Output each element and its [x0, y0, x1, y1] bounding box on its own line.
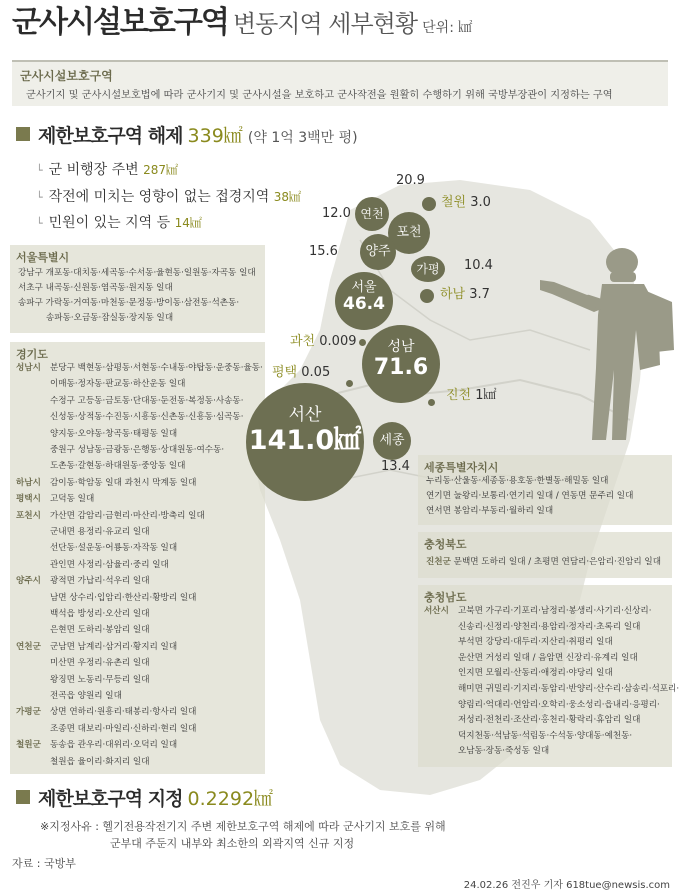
card-row [424, 732, 632, 741]
square-bullet-icon [16, 127, 30, 141]
release-paren: (약 1억 3백만 평) [247, 130, 358, 146]
row-text: 오남동·장동·죽성동 일대 [458, 746, 550, 757]
card-row: 송파동·오금동·잠실동·장지동 일대 [46, 313, 174, 323]
row-text: 신송리·신정리·양천리·용암리·정자리·초록리 일대 [458, 621, 641, 632]
square-bullet-icon [16, 790, 30, 804]
row-text: 수정구 고등동·금토동·단대동·둔전동·복정동·사송동· [50, 395, 244, 406]
row-region: 철원군 [16, 740, 41, 751]
card-row [424, 623, 640, 632]
card-row [16, 544, 177, 553]
release-heading [16, 127, 358, 146]
card-title: 충청남도 [424, 591, 467, 604]
card-row [424, 669, 613, 678]
card-row [16, 741, 177, 750]
row-text: 양림리·억대리·언암리·오학리·웅소성리·읍내리·응평리· [458, 699, 660, 710]
row-text: 도촌동·갈현동·하대원동·중앙동 일대 [50, 461, 186, 472]
card-row [16, 676, 150, 685]
row-text: 고덕동 일대 [50, 494, 95, 505]
row-text: 선단동·설운동·어룡동·자작동 일대 [50, 543, 178, 554]
row-text: 이매동·정자동·판교동·하산운동 일대 [50, 379, 186, 390]
row-text: 고북면 가구리·기포리·남정리·봉생리·사기리·신상리· [458, 606, 652, 616]
release-item: └ 작전에 미치는 영향이 없는 접경지역 38㎢ [36, 189, 302, 205]
card-row [16, 643, 177, 652]
title-main: 군사시설보호구역 [12, 5, 228, 40]
row-text: 광적면 가납리·석우리 일대 [50, 576, 150, 587]
definition-body: 군사기지 및 군사시설보호법에 따라 군사기지 및 군사시설을 보호하고 군사작전을 원활히 수행하기 위해 국방부장관이 지정하는 구역 [26, 90, 613, 101]
card-row [16, 380, 185, 389]
card-row [424, 638, 613, 647]
bubble-hanam [420, 289, 434, 303]
row-text: 군남면 남계리·삼거리·황지리 일대 [50, 641, 178, 652]
card-row [16, 610, 150, 619]
seoul-card [10, 245, 265, 333]
designation-reason-cont: 군부대 주둔지 내부와 최소한의 외곽지역 신규 지정 [110, 837, 355, 850]
card-row [16, 430, 177, 439]
bubble-seosan: 서산 141.0㎢ [246, 383, 364, 501]
row-region: 포천시 [16, 510, 41, 521]
bubble-pyeongtaek [346, 380, 353, 387]
card-title: 경기도 [16, 348, 48, 361]
card-title: 충청북도 [424, 538, 467, 551]
card-row [424, 716, 640, 725]
designation-value: 0.2292㎢ [187, 788, 274, 810]
source-label: 자료 : 국방부 [12, 857, 76, 870]
chungnam-card [418, 585, 680, 767]
row-text: 백석읍 방성리·오산리 일대 [50, 609, 150, 619]
card-row [16, 561, 169, 570]
bubble-pocheon: 포천 [388, 212, 430, 254]
row-text: 조종면 대보리·마일리·신하리·현리 일대 [50, 723, 197, 734]
card-row [16, 577, 150, 586]
row-text: 가산면 감암리·금현리·마산리·방축리 일대 [50, 510, 205, 521]
row-text: 분당구 백현동·삼평동·서현동·수내동·야탑동·운중동·율동· [50, 363, 263, 373]
bubble-yangju: 양주 [360, 234, 396, 270]
row-region: 서산시 [424, 606, 449, 616]
row-text: 군내면 용정리·유교리 일대 [50, 527, 150, 537]
sejong-card [418, 455, 672, 525]
bubble-value-gapyeong: 10.4 [464, 258, 493, 273]
card-row: 누리동·산울동·세종동·용호동·한별동·해밀동 일대 [426, 476, 609, 486]
card-title: 서울특별시 [16, 251, 70, 264]
row-text: 운산면 거성리 일대 / 음암면 신장리·유계리 일대 [458, 652, 638, 663]
unit-label: 단위: ㎢ [422, 20, 473, 36]
row-text: 상면 연하리·원흥리·태봉리·항사리 일대 [50, 707, 197, 718]
release-label: 제한보호구역 해제 [38, 125, 183, 147]
bubble-value-yeoncheon: 12.0 [322, 206, 351, 221]
chungbuk-card [418, 532, 672, 578]
card-row [16, 495, 94, 504]
row-text: 철원읍 율이리·화지리 일대 [50, 756, 150, 767]
card-row [424, 607, 651, 616]
card-row [16, 594, 196, 603]
row-text: 양지동·오야동·창곡동·태평동 일대 [50, 428, 178, 439]
bubble-seongnam: 성남 71.6 [362, 325, 440, 403]
card-row [424, 654, 638, 663]
bubble-label-gwacheon: 과천 0.009 [290, 334, 357, 349]
bubble-value-sejong: 13.4 [381, 459, 410, 474]
row-text: 중원구 성남동·금광동·은행동·상대원동·여수동· [50, 445, 225, 455]
row-text: 해미면 귀밀리·기지리·동암리·반양리·산수리·삼송리·석포리· [458, 684, 680, 694]
card-row [16, 479, 196, 488]
bubble-label-jincheon: 진천 1㎢ [446, 388, 497, 403]
card-row: 진천군 문백면 도하리 일대 / 초평면 연담리·은암리·진암리 일대 [426, 557, 662, 567]
release-item: └ 군 비행장 주변 287㎢ [36, 162, 179, 178]
card-row [16, 708, 196, 717]
row-region: 성남시 [16, 363, 41, 373]
title-sub: 변동지역 세부현황 [232, 10, 418, 38]
card-row [16, 659, 150, 668]
release-value: 339㎢ [187, 125, 243, 147]
bubble-value-pocheon: 20.9 [396, 173, 425, 188]
card-row [424, 747, 549, 756]
card-row [16, 528, 150, 537]
card-title: 세종특별자치시 [424, 461, 499, 474]
page-title [12, 5, 473, 40]
credit-label: 24.02.26 전진우 기자 618tue@newsis.com [463, 880, 670, 891]
card-row [424, 701, 660, 710]
corner-arrow-icon: └ [36, 164, 43, 177]
row-text: 전곡읍 양원리 일대 [50, 691, 122, 701]
row-region: 하남시 [16, 477, 41, 488]
card-row [16, 725, 196, 734]
designation-label: 제한보호구역 지정 [38, 788, 183, 810]
bubble-yeoncheon: 연천 [355, 197, 389, 231]
bubble-seoul: 서울 46.4 [335, 272, 393, 330]
row-text: 미산면 우정리·유촌리 일대 [50, 658, 150, 669]
row-region: 평택시 [16, 494, 41, 505]
card-row [16, 446, 224, 455]
bubble-gapyeong: 가평 [411, 256, 445, 282]
row-text: 부석면 강당리·대두리·지산리·취평리 일대 [458, 637, 613, 648]
card-row: 연기면 눌왕리·보통리·연기리 일대 / 연동면 문주리 일대 [426, 491, 634, 501]
card-row [16, 626, 150, 635]
card-row [16, 397, 243, 406]
corner-arrow-icon: └ [36, 191, 43, 204]
bubble-cheorwon [422, 197, 436, 211]
row-text: 신성동·상적동·수진동·시흥동·신촌동·신흥동·심곡동· [50, 412, 244, 423]
bubble-sejong: 세종 [373, 422, 411, 460]
row-text: 덕지천동·석남동·석림동·수석동·양대동·예천동· [458, 730, 633, 741]
card-row [16, 512, 205, 521]
designation-heading [16, 790, 273, 809]
soldier-icon [540, 240, 680, 450]
bubble-jincheon [428, 399, 435, 406]
row-text: 감이동·학암동 일대 과천시 막계동 일대 [50, 477, 197, 488]
card-row [16, 692, 122, 701]
card-row [16, 758, 150, 767]
row-text: 은현면 도하리·봉암리 일대 [50, 625, 150, 636]
bubble-label-hanam: 하남 3.7 [440, 287, 490, 302]
bubble-value-yangju: 15.6 [309, 244, 338, 259]
card-row [16, 413, 243, 422]
gyeonggi-card [10, 342, 265, 774]
row-region: 가평군 [16, 707, 41, 718]
bubble-label-cheorwon: 철원 3.0 [441, 195, 491, 210]
card-row [16, 462, 185, 471]
row-text: 저성리·전천리·조산리·홍천리·황락리·휴암리 일대 [458, 715, 641, 726]
release-item: └ 민원이 있는 지역 등 14㎢ [36, 215, 202, 231]
row-region: 연천군 [16, 641, 41, 652]
row-text: 인지면 모월리·산동리·애정리·야당리 일대 [458, 668, 613, 679]
row-text: 남면 상수리·입암리·한산리·황방리 일대 [50, 592, 197, 603]
card-row: 연서면 봉암리·부동리·월하리 일대 [426, 506, 554, 516]
card-row: 강남구 개포동·대치동·세곡동·수서동·율현동·일원동·자곡동 일대 [18, 268, 256, 278]
bubble-label-pyeongtaek: 평택 0.05 [272, 365, 331, 380]
definition-heading: 군사시설보호구역 [20, 69, 113, 83]
card-row: 송파구 가락동·거여동·마천동·문정동·방이동·삼전동·석촌동· [18, 298, 240, 308]
designation-reason: ※지정사유 : 헬기전용작전기지 주변 제한보호구역 해제에 따라 군사기지 보호를 위해 [40, 820, 446, 833]
row-text: 왕징면 노동리·무등리 일대 [50, 674, 150, 685]
corner-arrow-icon: └ [36, 217, 43, 230]
card-row: 서초구 내곡동·신원동·염곡동·원지동 일대 [18, 283, 173, 293]
definition-box [12, 60, 668, 106]
row-region: 양주시 [16, 576, 41, 587]
card-row [424, 685, 679, 694]
row-text: 관인면 사정리·삼율리·중리 일대 [50, 559, 169, 570]
card-row [16, 364, 263, 373]
row-text: 동송읍 관우리·대위리·오덕리 일대 [50, 740, 178, 751]
